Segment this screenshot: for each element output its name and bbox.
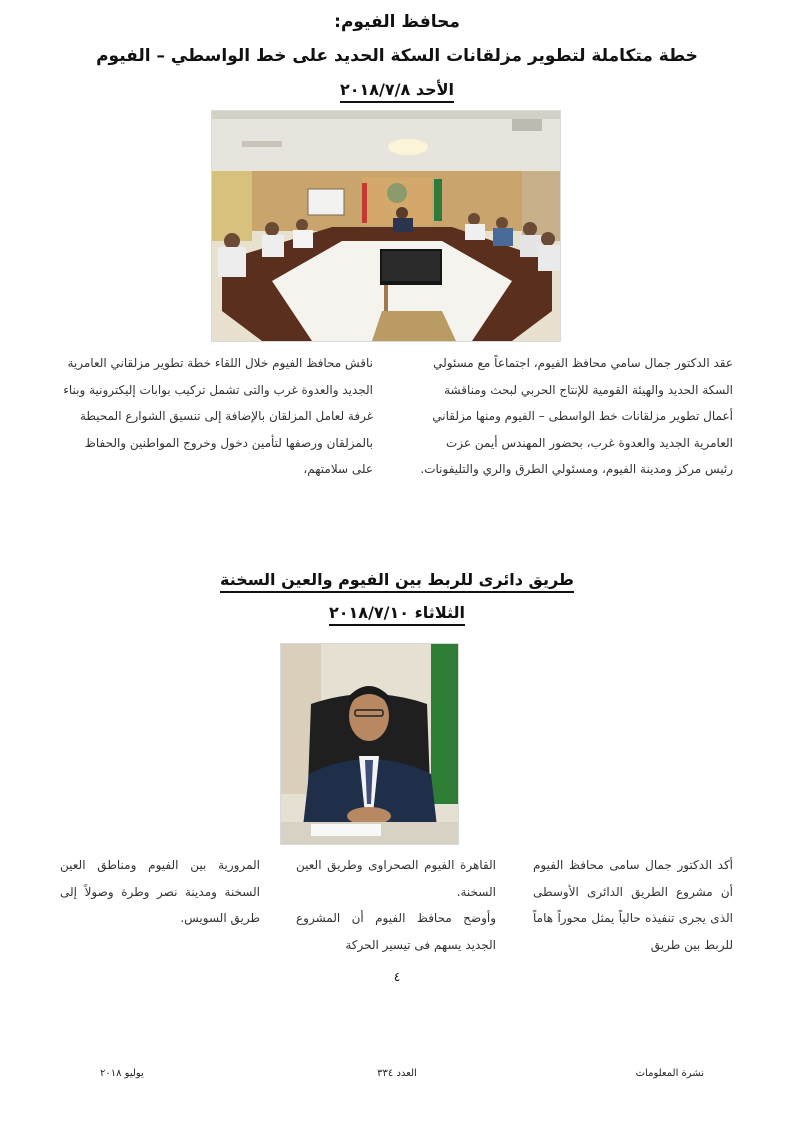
page-number: ٤ — [393, 970, 401, 984]
article1-left-column — [60, 350, 373, 483]
article2-col2b-text: وأوضح محافظ الفيوم أن المشروع الجديد يسهم فى تيسير الحركة — [296, 911, 496, 952]
article2-column-2 — [296, 852, 496, 958]
footer-date: يوليو ٢٠١٨ — [100, 1068, 144, 1079]
footer-publication: نشرة المعلومات — [635, 1068, 704, 1079]
article1-left-text: ناقش محافظ الفيوم خلال اللقاء خطة تطوير مزلقاني العامرية الجديد والعدوة غرب والتى تشمل تركيب بوابات إليكترونية وبناء غرفة لعامل المزلقان بالإضافة إلى تنسيق الشوارع المحيطة بالمزلقان ورصفها لتأمين دخول وخروج المواطنين والحفاظ على سلامتهم، — [63, 356, 373, 476]
governor-portrait — [280, 643, 459, 845]
article2-title — [0, 570, 794, 589]
meeting-photo — [211, 110, 561, 342]
article1-right-text: عقد الدكتور جمال سامي محافظ الفيوم، اجتماعاً مع مسئولي السكة الحديد والهيئة القومية للإنتاج الحربي لبحث ومناقشة أعمال تطوير مزلقانات خط الواسطى – الفيوم ومنها مزلقاني العامرية الجديد والعدوة غرب، بحضور المهندس أيمن عزت رئيس مركز ومدينة الفيوم، ومسئولي الطرق والري والتليفونات. — [420, 356, 733, 476]
governor-heading: محافظ الفيوم: — [334, 12, 460, 32]
article-title: خطة متكاملة لتطوير مزلقانات السكة الحديد على خط الواسطي – الفيوم — [96, 46, 698, 66]
article2-date-text: الثلاثاء ٢٠١٨/٧/١٠ — [329, 603, 465, 626]
article2-title-text: طريق دائرى للربط بين الفيوم والعين السخنة — [220, 570, 574, 593]
article2-col3-text: المرورية بين الفيوم ومناطق العين السخنة ومدينة نصر وطرة وصولاً إلى طريق السويس. — [60, 858, 260, 925]
article1-right-column — [420, 350, 733, 483]
article2-date — [0, 603, 794, 622]
article2-col1-text: أكد الدكتور جمال سامى محافظ الفيوم أن مشروع الطريق الدائرى الأوسطى الذى يجرى تنفيذه حالياً يمثل محوراً هاماً للربط بين طريق — [533, 858, 733, 952]
article2-column-3 — [60, 852, 260, 932]
article-date — [0, 80, 794, 99]
footer-issue: العدد ٣٣٤ — [377, 1068, 417, 1079]
article2-column-1 — [533, 852, 733, 958]
article2-col2-text: القاهرة الفيوم الصحراوى وطريق العين السخنة. — [296, 858, 496, 899]
article-date-text: الأحد ٢٠١٨/٧/٨ — [340, 80, 454, 103]
